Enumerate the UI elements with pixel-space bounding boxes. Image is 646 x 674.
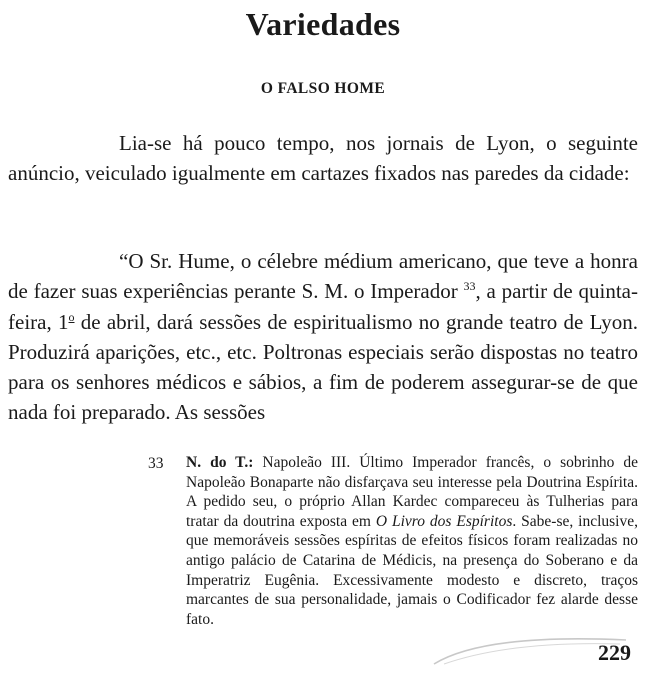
article-subtitle: O FALSO HOME xyxy=(260,80,386,97)
ordinal-indicator: o xyxy=(68,309,75,324)
footnote-number: 33 xyxy=(148,455,164,472)
footnote-text-part-a: Napoleão III. Último Imperador francês, o sobrinho de Napoleão Bonaparte não disfarçava seu interesse pela Doutrina Espírita. A pedido seu, o próprio Allan Kardec compareceu às Tulherias para tratar da doutrina exposta em xyxy=(186,454,639,530)
page-number: 229 xyxy=(598,640,631,665)
book-title: O Livro dos Espíritos xyxy=(375,512,513,530)
quote-text-part-b: , a partir de quinta-feira, 1 xyxy=(8,279,638,334)
footnote xyxy=(186,453,638,629)
paragraph-intro: Lia-se há pouco tempo, nos jornais de Lyon, o seguinte anúncio, veiculado igualmente em cartazes fixados nas paredes da cidade: xyxy=(8,131,638,186)
footnote-label: N. do T.: xyxy=(186,454,254,471)
quote-text-part-a: “O Sr. Hume, o célebre médium americano, que teve a honra de fazer suas experiências perante S. M. o Imperador xyxy=(8,249,638,304)
page-title: Variedades xyxy=(245,6,401,42)
paragraph-quote xyxy=(8,246,638,428)
footnote-text-part-b: . Sabe-se, inclusive, que memoráveis sessões espíritas de efeitos físicos foram realizadas no antigo palácio de Catarina de Médicis, na presença do Soberano e da Imperatriz Eugênia. Excessivamente modesto e discreto, traços marcantes de sua personalidade, jamais o Codificador fez alarde desse fato. xyxy=(186,512,638,628)
footnote-reference[interactable]: 33 xyxy=(463,279,476,294)
quote-text-part-c: de abril, dará sessões de espiritualismo no grande teatro de Lyon. Produzirá aparições, etc., etc. Poltronas especiais serão dispostas no teatro para os senhores médicos e sábios, a fim de poderem assegurar-se de que nada foi preparado. As sessões xyxy=(8,309,638,425)
